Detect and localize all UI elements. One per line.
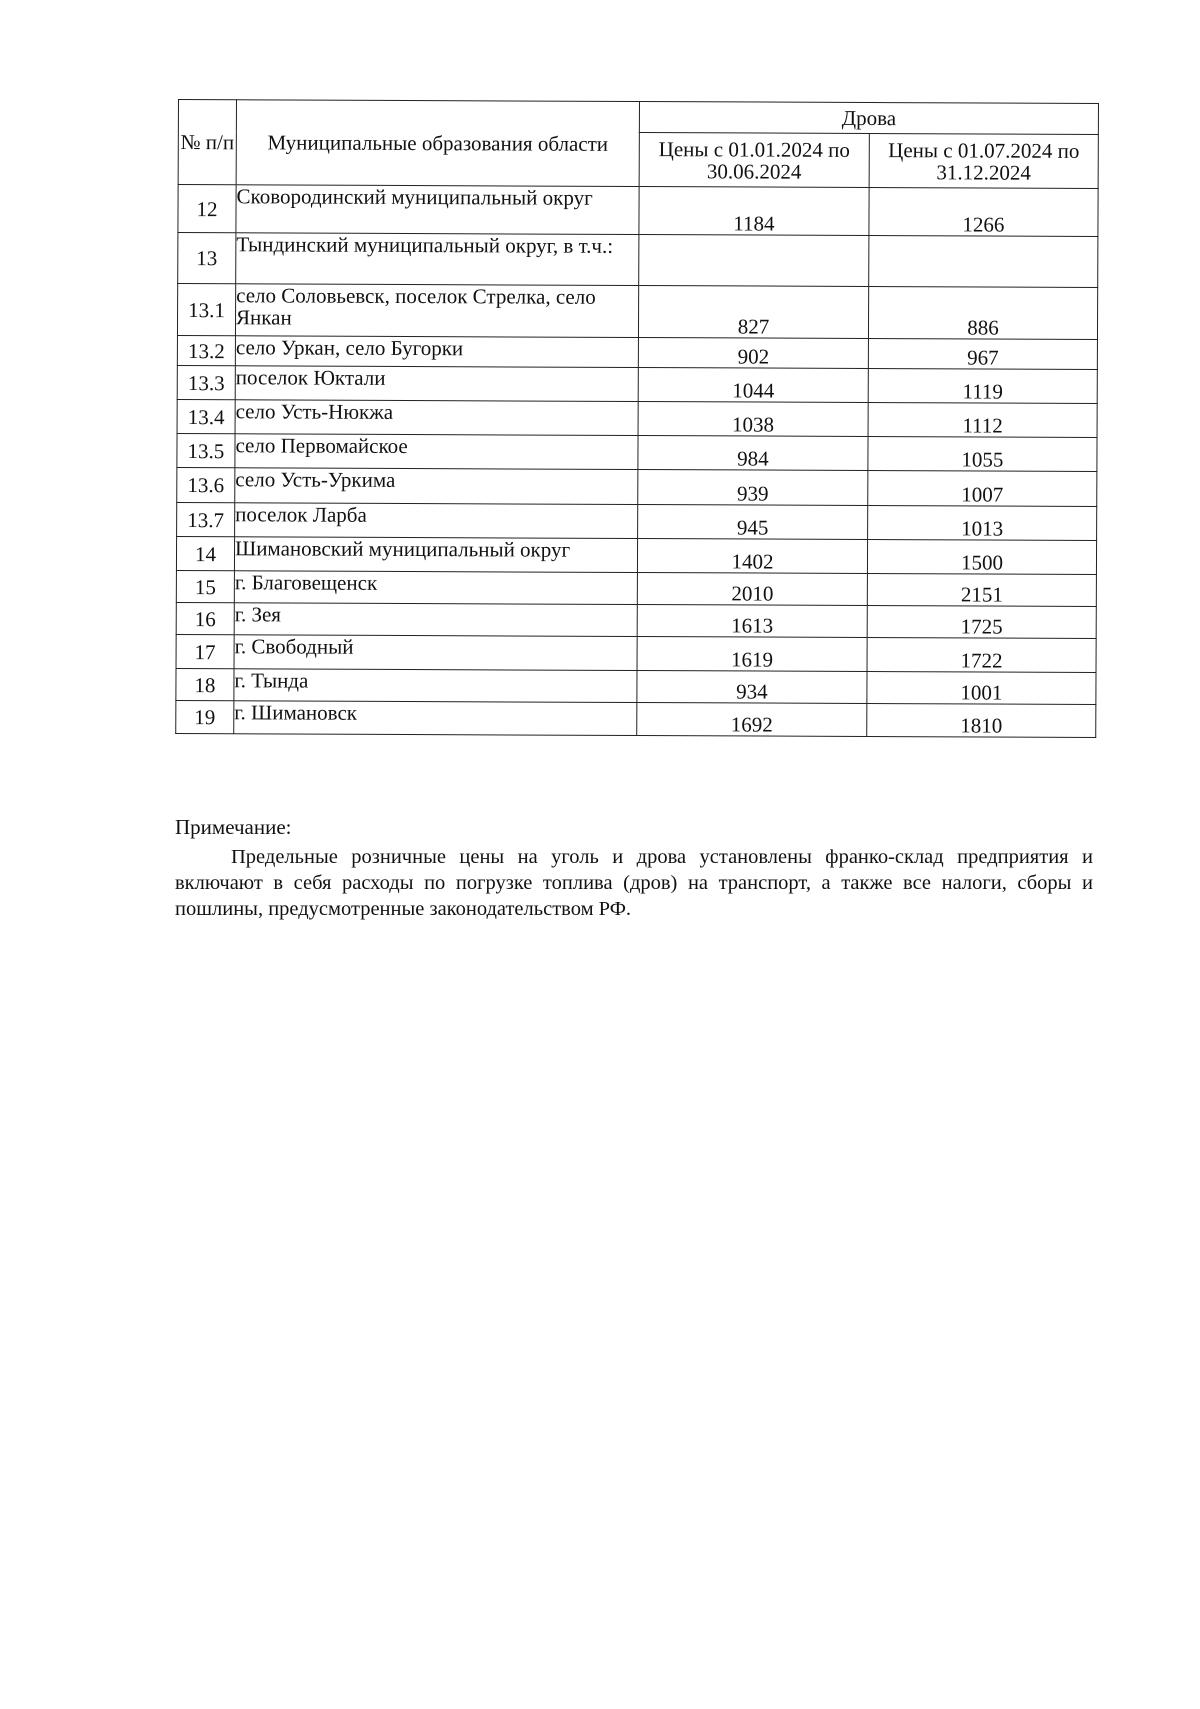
row-price-period-2: 1013 (868, 506, 1097, 541)
row-number: 13.3 (177, 365, 235, 399)
row-price-period-1: 1044 (638, 368, 868, 403)
row-number: 13.4 (177, 399, 235, 433)
row-price-period-2: 886 (868, 287, 1097, 340)
table-row (178, 185, 1098, 237)
row-price-period-1: 1402 (637, 539, 867, 574)
table-row (177, 433, 1097, 471)
row-number: 17 (176, 634, 234, 668)
row-price-period-1: 945 (638, 505, 868, 540)
row-number: 13 (178, 233, 236, 284)
table-row (178, 233, 1098, 288)
table-row (177, 284, 1097, 340)
row-municipality: поселок Ларба (235, 503, 638, 539)
row-municipality: г. Свободный (234, 635, 637, 671)
row-price-period-2: 1722 (867, 638, 1096, 673)
row-number: 14 (176, 536, 234, 570)
row-price-period-1: 902 (638, 338, 868, 369)
row-price-period-2: 1112 (868, 403, 1097, 438)
row-price-period-2: 1001 (867, 672, 1096, 705)
row-price-period-2: 1119 (868, 369, 1097, 404)
row-number: 15 (176, 570, 234, 602)
header-firewood: Дрова (639, 102, 1098, 135)
table-row (176, 634, 1096, 672)
row-price-period-2: 2151 (867, 574, 1096, 607)
table-row (177, 365, 1097, 403)
note-title: Примечание: (175, 815, 292, 839)
row-price-period-2: 1007 (868, 471, 1097, 507)
row-municipality: Сковородинский муниципальный округ (236, 185, 639, 235)
row-number: 13.6 (177, 467, 235, 502)
row-municipality: г. Зея (234, 603, 637, 637)
header-municipality: Муниципальные образования области (236, 100, 639, 187)
row-municipality: село Уркан, село Бугорки (235, 336, 638, 368)
table-row (176, 536, 1096, 574)
row-number: 18 (176, 668, 234, 700)
table-row (176, 602, 1096, 638)
row-municipality: село Усть-Уркима (235, 468, 638, 505)
row-price-period-2: 1725 (867, 606, 1096, 639)
firewood-price-table (175, 99, 1099, 738)
table-row (177, 399, 1097, 437)
row-price-period-1: 939 (638, 470, 868, 506)
row-number: 13.7 (177, 502, 235, 536)
row-price-period-1: 2010 (637, 573, 867, 606)
row-price-period-1: 1619 (637, 637, 867, 672)
row-price-period-2 (869, 236, 1098, 288)
row-municipality: г. Шимановск (234, 701, 637, 736)
row-number: 19 (176, 700, 234, 733)
table-row (177, 467, 1097, 506)
row-price-period-2: 1266 (869, 188, 1098, 237)
row-price-period-2: 1810 (867, 704, 1096, 738)
row-price-period-1: 934 (637, 671, 867, 704)
row-municipality: поселок Юктали (235, 366, 638, 402)
row-number: 16 (176, 602, 234, 634)
row-number: 12 (178, 185, 236, 233)
row-price-period-1: 1038 (638, 402, 868, 437)
header-period-2: Цены с 01.07.2024 по 31.12.2024 (869, 134, 1098, 189)
row-municipality: село Усть-Нюкжа (235, 400, 638, 436)
row-number: 13.5 (177, 433, 235, 467)
table-row (177, 335, 1097, 369)
row-municipality: село Соловьевск, поселок Стрелка, село Янкан (235, 284, 638, 338)
row-price-period-1: 1613 (637, 605, 867, 638)
table-row (176, 668, 1096, 704)
row-price-period-1: 827 (638, 286, 868, 339)
table-row (176, 570, 1096, 606)
row-number: 13.1 (177, 284, 235, 336)
row-municipality: Тындинский муниципальный округ, в т.ч.: (236, 233, 639, 286)
row-price-period-2: 1055 (868, 437, 1097, 472)
header-period-1: Цены с 01.01.2024 по 30.06.2024 (639, 133, 869, 188)
note-text: Предельные розничные цены на уголь и дрова установлены франко-склад предприятия и включают в себя расходы по погрузке топлива (дров) на транспорт, а также все налоги, сборы и пошлины, предусмотренные законодательством РФ. (175, 846, 1093, 920)
row-price-period-2: 967 (868, 339, 1097, 370)
table-row (176, 700, 1096, 737)
row-price-period-1: 1692 (637, 703, 867, 737)
table-row (177, 502, 1097, 540)
row-municipality: село Первомайское (235, 434, 638, 470)
row-price-period-1 (639, 235, 869, 287)
row-number: 13.2 (177, 335, 235, 365)
row-price-period-2: 1500 (867, 540, 1096, 575)
row-price-period-1: 1184 (639, 187, 869, 236)
table-body (176, 185, 1098, 738)
header-number: № п/п (178, 100, 236, 185)
row-municipality: г. Благовещенск (234, 571, 637, 605)
row-price-period-1: 984 (638, 436, 868, 471)
row-municipality: Шимановский муниципальный округ (234, 537, 637, 573)
row-municipality: г. Тында (234, 669, 637, 703)
